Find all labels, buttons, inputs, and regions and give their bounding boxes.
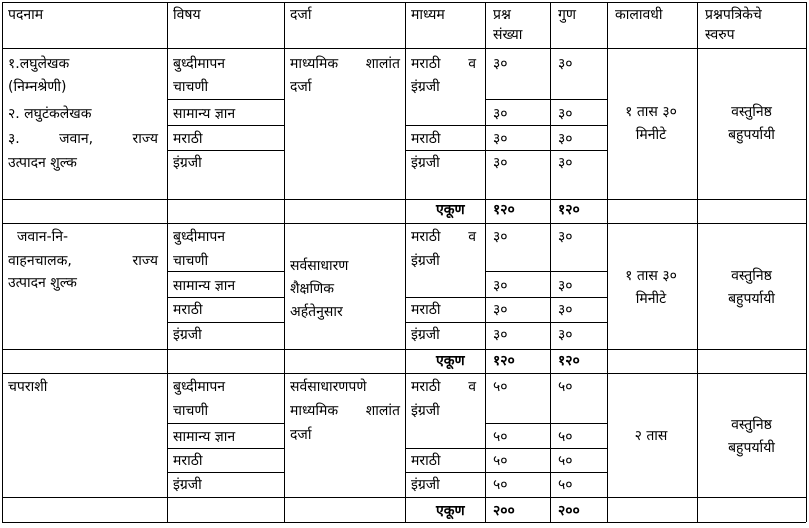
s2-subject: इंग्रजी	[173, 327, 202, 343]
s3-medium: मराठी	[411, 453, 441, 469]
s3-medium: इंग्रजी	[411, 403, 440, 419]
s2-medium: मराठी	[411, 302, 441, 318]
s1-marks: ३०	[558, 56, 573, 72]
s2-marks: ३०	[558, 229, 573, 245]
s1-questions: ३०	[493, 56, 508, 72]
s1-post-line: २. लघुटंकलेखक	[8, 106, 92, 122]
s1-duration: मिनीटे	[635, 127, 667, 143]
s2-questions: ३०	[493, 229, 508, 245]
s1-medium: इंग्रजी	[411, 155, 440, 171]
s3-duration: २ तास	[634, 428, 668, 444]
s1-duration: १ तास ३०	[625, 104, 677, 120]
s1-total-label: एकूण	[436, 202, 465, 218]
header-marks: गुण	[558, 7, 577, 23]
header-medium: माध्यम	[411, 7, 445, 23]
s3-paper-type: वस्तुनिष्ठ	[731, 417, 772, 433]
s1-subject: बुध्दीमापन	[173, 56, 226, 72]
s3-marks: ५०	[558, 429, 573, 445]
s3-post-line: चपराशी	[8, 379, 48, 395]
s3-total-marks: २००	[558, 503, 580, 519]
s3-medium: इंग्रजी	[411, 477, 440, 493]
s1-paper-type: वस्तुनिष्ठ	[731, 104, 772, 120]
s2-paper-type: वस्तुनिष्ठ	[731, 268, 772, 284]
s3-subject: सामान्य ज्ञान	[173, 429, 236, 445]
s3-level: माध्यमिक शालांत	[290, 403, 400, 419]
s1-post-line: १.लघुलेखक	[8, 56, 70, 72]
s2-medium: मराठी व	[411, 229, 476, 245]
s2-level: सर्वसाधारण	[290, 258, 349, 274]
s2-post-line: जवान-नि-	[17, 229, 69, 245]
s2-subject: बुध्दीमापन	[173, 229, 226, 245]
s3-subject: मराठी	[173, 453, 203, 469]
s2-level: शैक्षणिक	[290, 281, 335, 297]
header-duration: कालावधी	[615, 7, 663, 23]
s2-questions: ३०	[493, 302, 508, 318]
s2-duration: मिनीटे	[635, 291, 667, 307]
s1-marks: ३०	[558, 106, 573, 122]
s2-medium: इंग्रजी	[411, 253, 440, 269]
s2-post-line: उत्पादन शुल्क	[8, 275, 77, 291]
s3-total-questions: २००	[493, 503, 515, 519]
s3-questions: ५०	[493, 379, 508, 395]
s1-subject: इंग्रजी	[173, 155, 202, 171]
s3-marks: ५०	[558, 379, 573, 395]
s1-paper-type: बहुपर्यायी	[728, 127, 775, 143]
s2-medium: इंग्रजी	[411, 327, 440, 343]
header-subject: विषय	[173, 7, 201, 23]
s2-total-questions: १२०	[493, 353, 515, 369]
header-paper-line1: प्रश्नपत्रिकेचे	[705, 7, 762, 23]
s3-marks: ५०	[558, 453, 573, 469]
s1-subject: मराठी	[173, 131, 203, 147]
s1-post-line: (निम्नश्रेणी)	[8, 79, 67, 95]
s1-total-marks: १२०	[558, 202, 580, 218]
s2-questions: ३०	[493, 327, 508, 343]
s1-level: दर्जा	[290, 79, 312, 95]
s2-questions: ३०	[493, 278, 508, 294]
s3-paper-type: बहुपर्यायी	[728, 440, 775, 456]
s1-subject: चाचणी	[173, 79, 209, 95]
s1-post-line: उत्पादन शुल्क	[8, 155, 77, 171]
s2-duration: १ तास ३०	[625, 268, 677, 284]
s3-questions: ५०	[493, 453, 508, 469]
s1-marks: ३०	[558, 131, 573, 147]
s1-questions: ३०	[493, 106, 508, 122]
s2-marks: ३०	[558, 278, 573, 294]
s2-total-label: एकूण	[436, 353, 465, 369]
s2-post-line: वाहनचालक, राज्य	[8, 253, 158, 269]
s1-medium: इंग्रजी	[411, 79, 440, 95]
s1-medium: मराठी	[411, 131, 441, 147]
s2-paper-type: बहुपर्यायी	[728, 291, 775, 307]
s1-total-questions: १२०	[493, 202, 515, 218]
s3-questions: ५०	[493, 429, 508, 445]
s1-questions: ३०	[493, 155, 508, 171]
s3-subject: चाचणी	[173, 403, 209, 419]
s3-total-label: एकूण	[436, 503, 465, 519]
s2-subject: सामान्य ज्ञान	[173, 278, 236, 294]
s1-marks: ३०	[558, 155, 573, 171]
s3-level: दर्जा	[290, 427, 312, 443]
s1-level: माध्यमिक शालांत	[290, 56, 400, 72]
s2-level: अर्हतेनुसार	[290, 304, 343, 320]
s2-marks: ३०	[558, 327, 573, 343]
s2-subject: चाचणी	[173, 253, 209, 269]
s2-marks: ३०	[558, 302, 573, 318]
s3-subject: बुध्दीमापन	[173, 379, 226, 395]
s1-medium: मराठी व	[411, 56, 476, 72]
header-post: पदनाम	[8, 7, 44, 23]
header-paper-line2: स्वरुप	[705, 27, 735, 43]
s3-subject: इंग्रजी	[173, 477, 202, 493]
s3-questions: ५०	[493, 477, 508, 493]
s2-subject: मराठी	[173, 302, 203, 318]
header-questions-line2: संख्या	[493, 27, 523, 43]
s1-subject: सामान्य ज्ञान	[173, 106, 236, 122]
s3-medium: मराठी व	[411, 379, 476, 395]
header-level: दर्जा	[290, 7, 312, 23]
s1-questions: ३०	[493, 131, 508, 147]
s3-level: सर्वसाधारणपणे	[290, 379, 367, 395]
s2-total-marks: १२०	[558, 353, 580, 369]
header-questions-line1: प्रश्न	[493, 7, 511, 23]
s3-marks: ५०	[558, 477, 573, 493]
s1-post-line: ३. जवान, राज्य	[8, 131, 158, 147]
